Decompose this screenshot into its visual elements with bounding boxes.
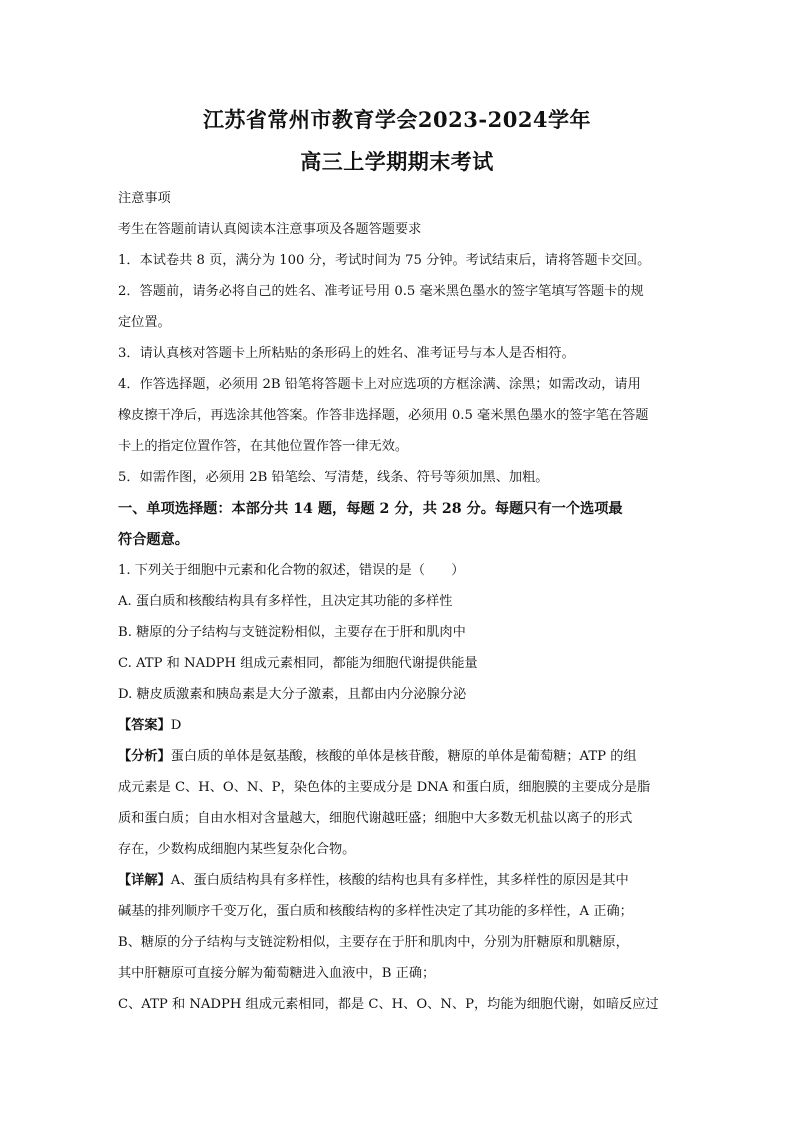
analysis-tag: 【分析】 (118, 749, 171, 764)
question-1-stem: 1. 下列关于细胞中元素和化合物的叙述，错误的是（ ） (118, 563, 465, 578)
answer-line (118, 717, 678, 735)
detail-line-2: 碱基的排列顺序千变万化，蛋白质和核酸结构的多样性决定了其功能的多样性，A 正确； (118, 904, 633, 919)
notice-item-4-line-2: 橡皮擦干净后，再选涂其他答案。作答非选择题，必须用 0.5 毫米黑色墨水的签字笔在答题 (118, 408, 649, 423)
notice-heading: 注意事项 (118, 191, 171, 206)
notice-item-4-line-1: 4．作答选择题，必须用 2B 铅笔将答题卡上对应选项的方框涂满、涂黑；如需改动，请用 (118, 377, 641, 392)
detail-line-1 (118, 872, 678, 890)
answer-tag: 【答案】 (118, 718, 171, 733)
detail-tag: 【详解】 (118, 873, 171, 888)
question-1-option-d: D. 糖皮质激素和胰岛素是大分子激素，且都由内分泌腺分泌 (118, 687, 467, 702)
notice-item-4-line-3: 卡上的指定位置作答，在其他位置作答一律无效。 (118, 439, 409, 454)
question-1-option-c: C. ATP 和 NADPH 组成元素相同，都能为细胞代谢提供能量 (118, 656, 478, 671)
question-1-option-b: B. 糖原的分子结构与支链淀粉相似，主要存在于肝和肌肉中 (118, 625, 466, 640)
analysis-line-2: 成元素是 C、H、O、N、P，染色体的主要成分是 DNA 和蛋白质，细胞膜的主要成分是脂 (118, 780, 651, 795)
notice-item-2-line-1: 2．答题前，请务必将自己的姓名、准考证号用 0.5 毫米黑色墨水的签字笔填写答题卡的规 (118, 284, 644, 299)
detail-line-4: 其中肝糖原可直接分解为葡萄糖进入血液中，B 正确； (118, 966, 436, 981)
notice-item-1: 1．本试卷共 8 页，满分为 100 分，考试时间为 75 分钟。考试结束后，请将答题卡交回。 (118, 253, 651, 268)
document-subtitle: 高三上学期期末考试 (300, 149, 494, 174)
analysis-line-4: 存在，少数构成细胞内某些复杂化合物。 (118, 842, 356, 857)
analysis-line-1 (118, 748, 678, 766)
notice-item-5: 5．如需作图，必须用 2B 铅笔绘、写清楚，线条、符号等须加黑、加粗。 (118, 470, 549, 485)
question-1-option-a: A. 蛋白质和核酸结构具有多样性，且决定其功能的多样性 (118, 594, 453, 609)
detail-line-5: C、ATP 和 NADPH 组成元素相同，都是 C、H、O、N、P，均能为细胞代谢，如暗反应过 (118, 997, 659, 1012)
answer-value: D (170, 718, 182, 733)
analysis-line-3: 质和蛋白质；自由水相对含量越大，细胞代谢越旺盛；细胞中大多数无机盐以离子的形式 (118, 811, 633, 826)
section-heading-line-1: 一、单项选择题：本部分共 14 题，每题 2 分，共 28 分。每题只有一个选项最 (118, 501, 623, 517)
notice-item-2-line-2: 定位置。 (118, 315, 171, 330)
analysis-text-1: 蛋白质的单体是氨基酸，核酸的单体是核苷酸，糖原的单体是葡萄糖；ATP 的组 (170, 749, 637, 764)
detail-line-3: B、糖原的分子结构与支链淀粉相似，主要存在于肝和肌肉中，分别为肝糖原和肌糖原， (118, 935, 629, 950)
detail-text-1: A、蛋白质结构具有多样性，核酸的结构也具有多样性，其多样性的原因是其中 (170, 873, 629, 888)
document-title: 江苏省常州市教育学会2023-2024学年 (202, 107, 592, 132)
notice-item-3: 3．请认真核对答题卡上所粘贴的条形码上的姓名、准考证号与本人是否相符。 (118, 346, 575, 361)
notice-intro: 考生在答题前请认真阅读本注意事项及各题答题要求 (118, 222, 422, 237)
section-heading-line-2: 符合题意。 (118, 532, 189, 548)
